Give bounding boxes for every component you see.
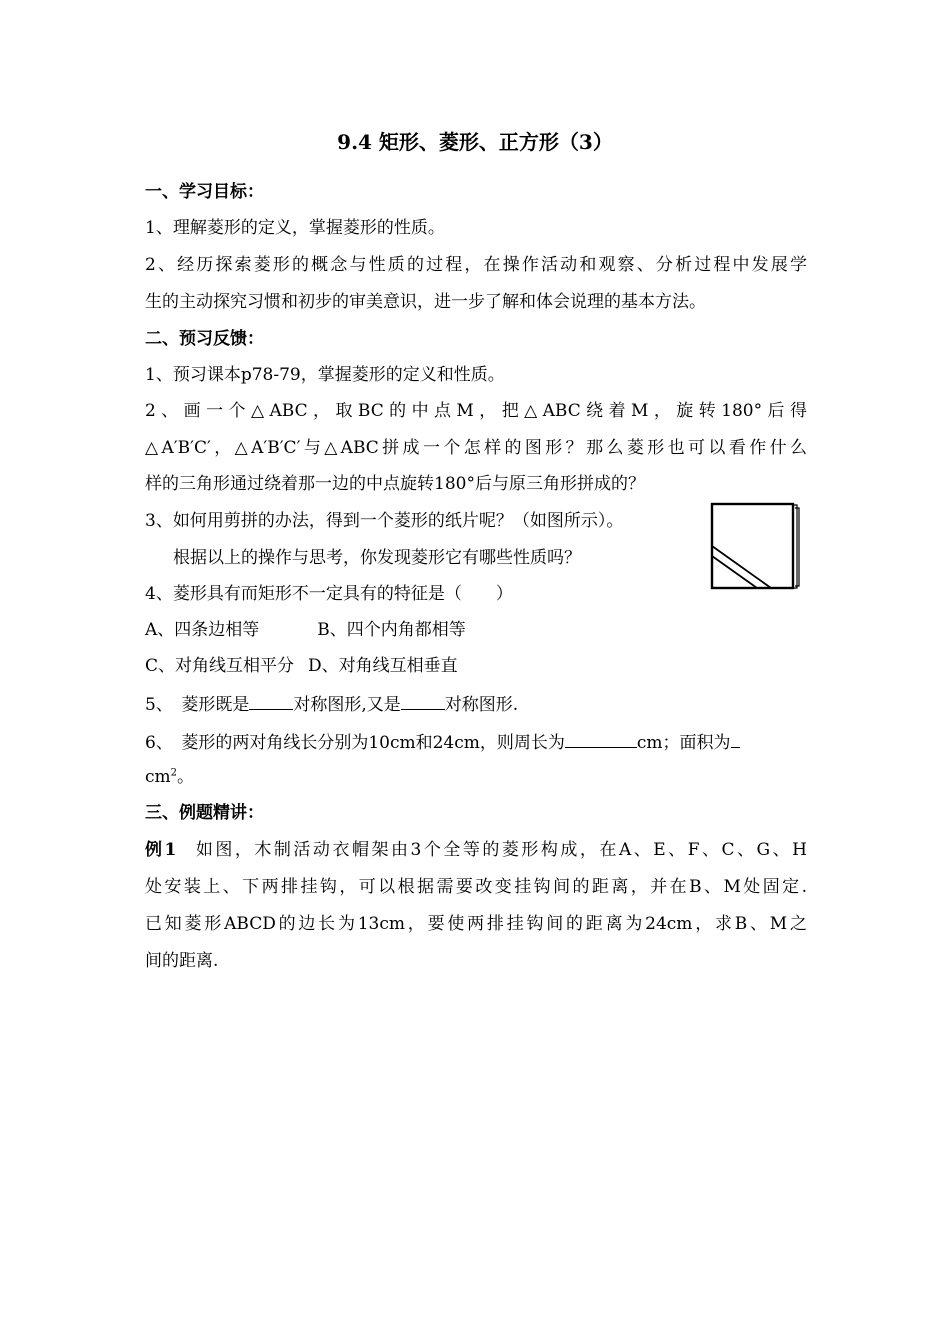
- option-a: A、四条边相等: [145, 620, 260, 640]
- example-1-line-2: 处安装上、下两排挂钩，可以根据需要改变挂钩间的距离，并在B、M处固定.: [145, 877, 807, 897]
- goal-item-2-line-2: 生的主动探究习惯和初步的审美意识，进一步了解和体会说理的基本方法。: [145, 292, 706, 312]
- option-row-ab: [145, 618, 466, 642]
- preview-item-4: 4、菱形具有而矩形不一定具有的特征是（ ）: [145, 584, 513, 604]
- option-d: D、对角线互相垂直: [308, 656, 458, 676]
- option-c: C、对角线互相平分: [145, 656, 295, 676]
- item-6-middle: cm；面积为: [636, 733, 731, 753]
- preview-item-6-line-2: [145, 765, 194, 789]
- preview-item-3-line-1: 3、如何用剪拼的办法，得到一个菱形的纸片呢？（如图所示）。: [145, 511, 624, 531]
- goal-item-2-line-1: 2、经历探索菱形的概念与性质的过程，在操作活动和观察、分析过程中发展学: [145, 255, 807, 275]
- item-6-end: 。: [177, 767, 195, 787]
- example-label: 例1: [145, 840, 177, 860]
- answer-blank[interactable]: [249, 691, 293, 710]
- option-b: B、四个内角都相等: [317, 620, 466, 640]
- goal-item-1: 1、理解菱形的定义，掌握菱形的性质。: [145, 218, 445, 238]
- preview-item-2-line-2: △A′B′C′，△A′B′C′与△ABC拼成一个怎样的图形？那么菱形也可以看作什么: [145, 438, 807, 458]
- section-heading-examples: 三、例题精讲：: [145, 803, 264, 823]
- preview-item-2-line-3: 样的三角形通过绕着那一边的中点旋转180°后与原三角形拼成的？: [145, 474, 645, 494]
- example-1-line-1: [145, 838, 807, 862]
- folded-paper-stack-figure: [709, 502, 804, 592]
- section-heading-learning-goals: 一、学习目标：: [145, 182, 264, 202]
- answer-blank[interactable]: [401, 691, 445, 710]
- item-6-superscript: 2: [170, 767, 178, 779]
- item-6-prefix: 6、 菱形的两对角线长分别为10cm和24cm，则周长为: [145, 733, 565, 753]
- answer-blank[interactable]: [565, 729, 637, 748]
- section-heading-preview: 二、预习反馈：: [145, 329, 264, 349]
- preview-item-5: [145, 691, 518, 717]
- item-6-unit: cm: [145, 767, 171, 787]
- example-1-line-3: 已知菱形ABCD的边长为13cm，要使两排挂钩间的距离为24cm，求B、M之: [145, 914, 807, 934]
- example-1-line-4: 间的距离.: [145, 951, 219, 971]
- page-title: 9.4 矩形、菱形、正方形（3）: [337, 130, 613, 154]
- example-1-text: 如图，木制活动衣帽架由3个全等的菱形构成，在A、E、F、C、G、H: [193, 840, 807, 860]
- option-row-cd: [145, 654, 458, 678]
- item-5-prefix: 5、 菱形既是: [145, 695, 250, 715]
- preview-item-6-line-1: [145, 729, 740, 755]
- item-5-suffix: 对称图形.: [444, 695, 519, 715]
- answer-blank[interactable]: [731, 729, 740, 748]
- preview-item-1: 1、预习课本p78-79，掌握菱形的定义和性质。: [145, 365, 505, 385]
- preview-item-2-line-1: 2、画一个△ABC，取BC的中点M，把△ABC绕着M，旋转180°后得: [145, 401, 807, 421]
- preview-item-3-line-2: 根据以上的操作与思考，你发现菱形它有哪些性质吗？: [173, 548, 581, 568]
- item-5-middle: 对称图形,又是: [293, 695, 401, 715]
